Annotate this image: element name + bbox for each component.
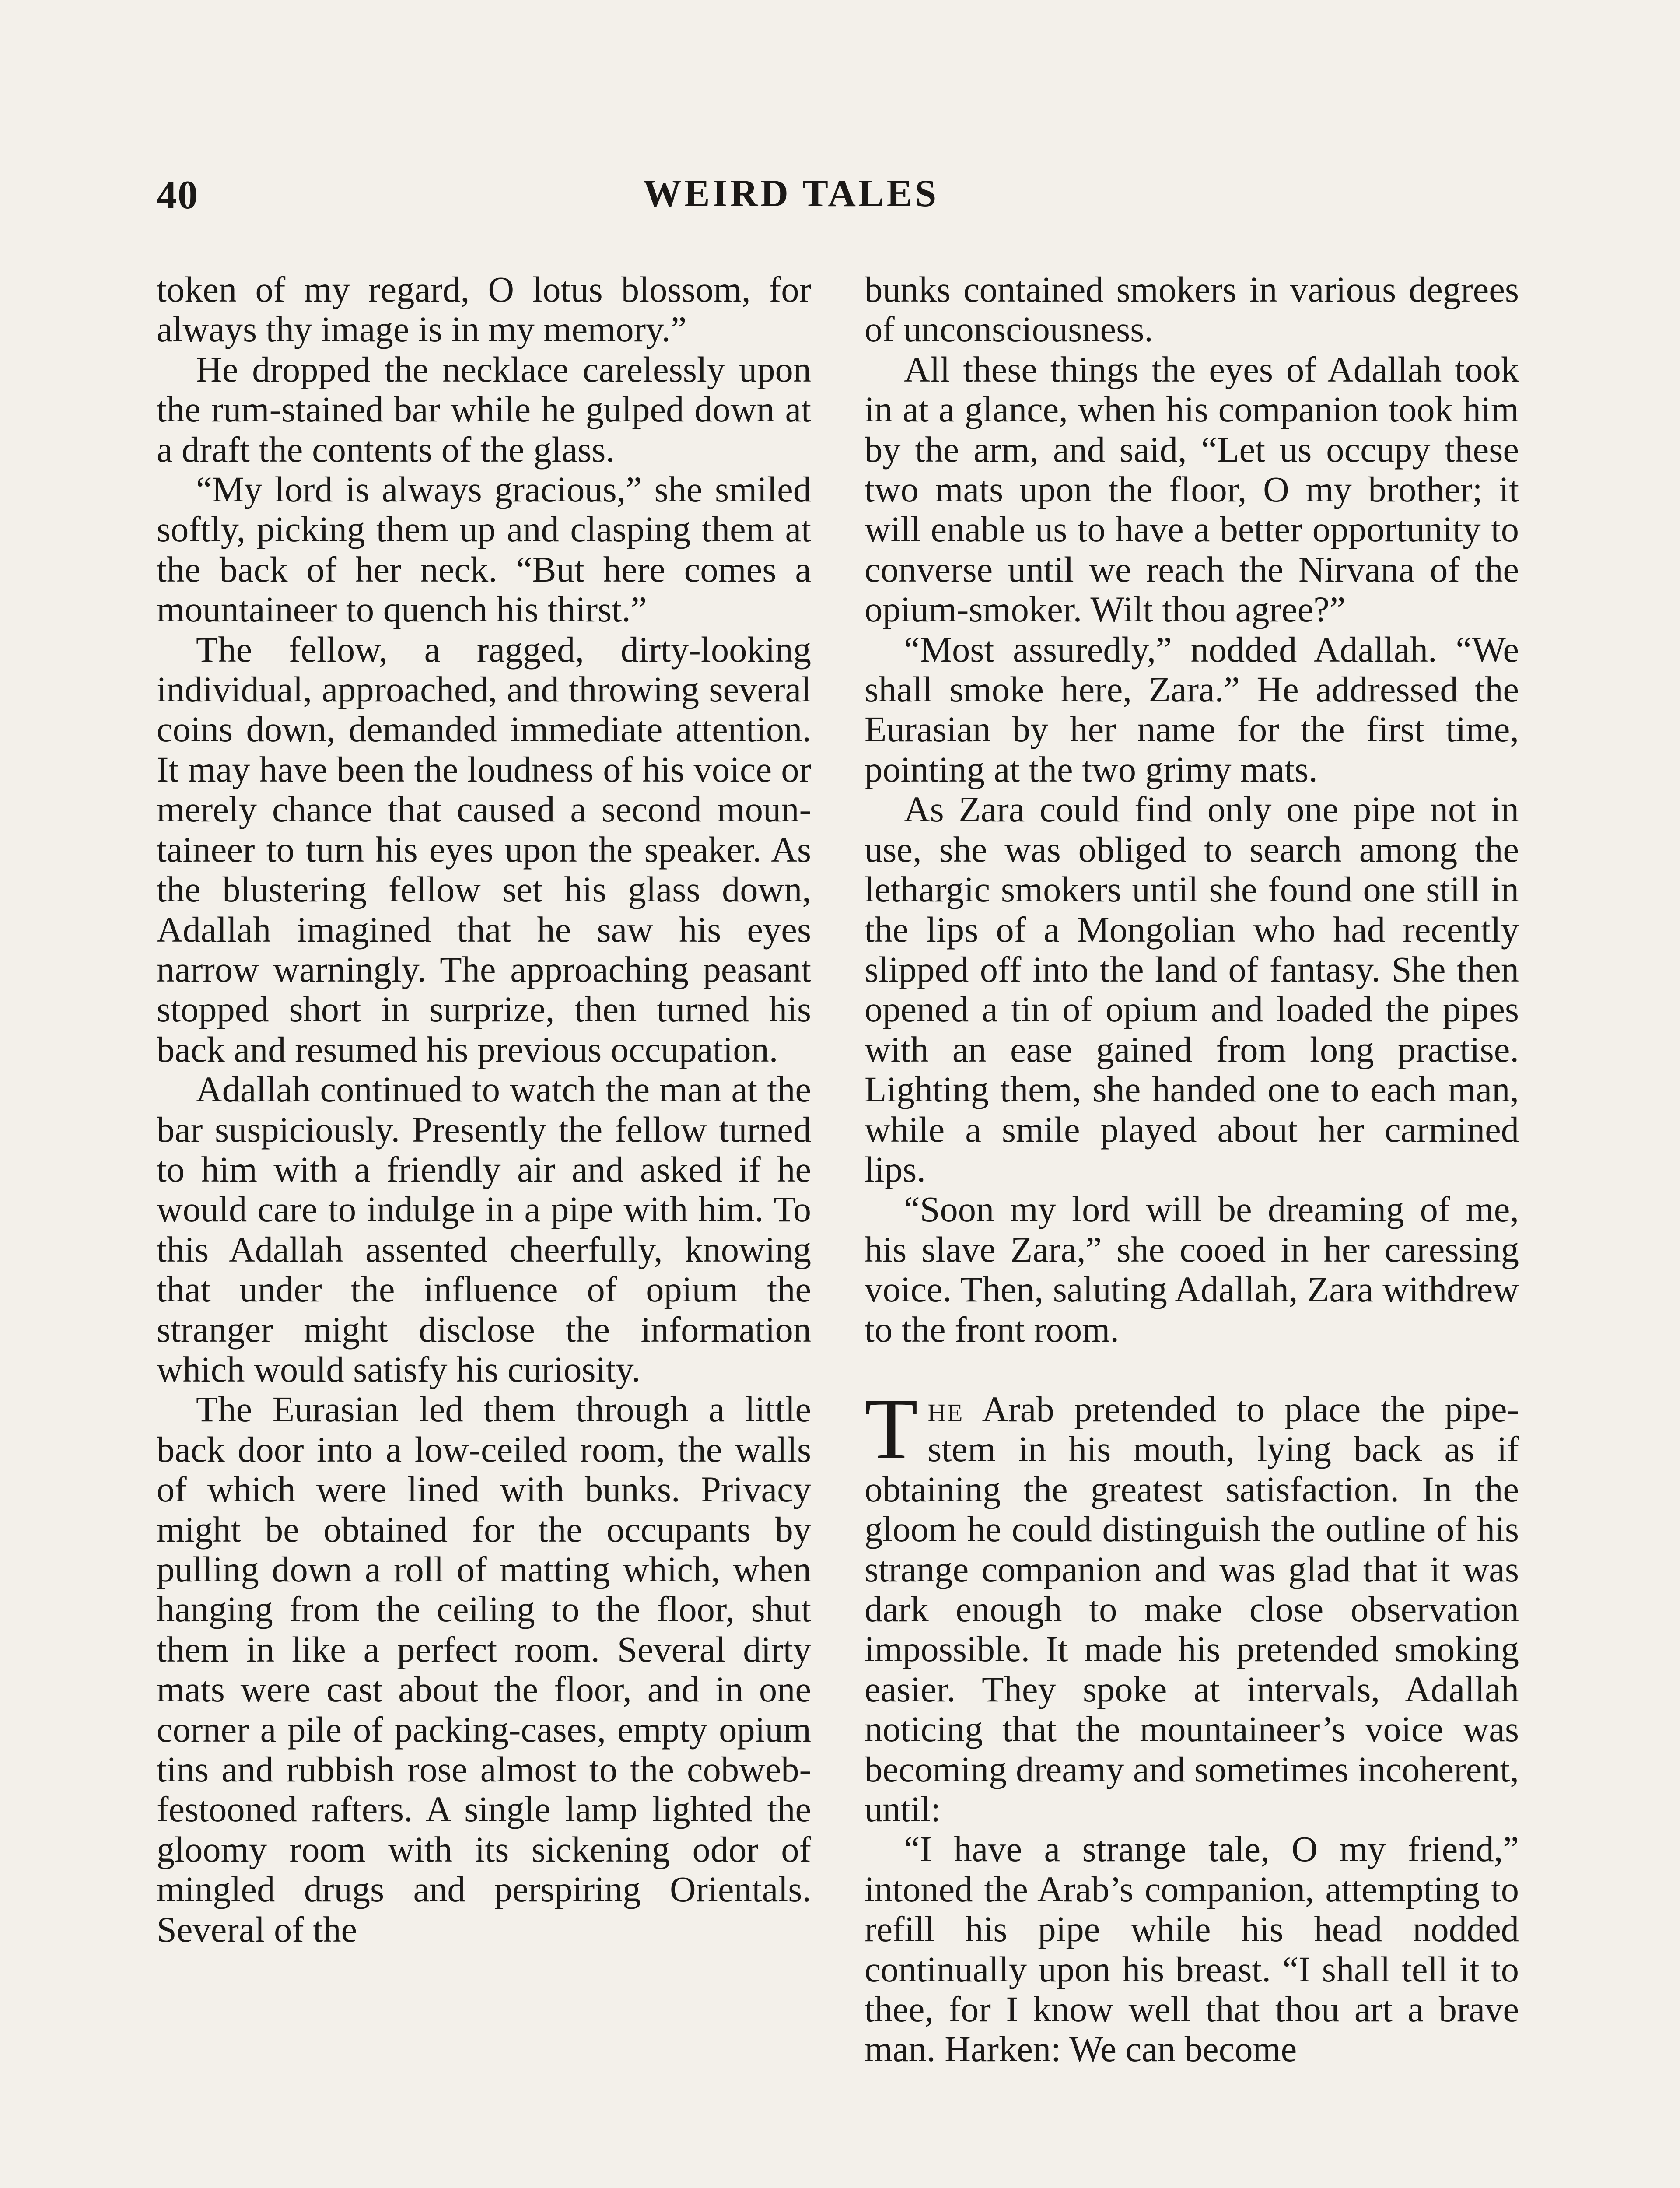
paragraph: Adallah continued to watch the man at the bar suspiciously. Presently the fellow turned to him with a friendly air and asked if he would care to indulge in a pipe with him. To this Adallah assented cheerfully, knowing that under the influence of opium the stranger might disclose the information which would satisfy his curiosity.	[157, 1069, 811, 1389]
section-opening-paragraph	[864, 1380, 1519, 1830]
page-header	[157, 172, 1425, 224]
paragraph: As Zara could find only one pipe not in use, she was obliged to search among the lethargic smokers until she found one still in the lips of a Mongolian who had recently slipped off into the land of fantasy. She then opened a tin of opium and loaded the pipes with an ease gained from long practise. Lighting them, she handed one to each man, while a smile played about her carmined lips.	[864, 789, 1519, 1189]
paragraph: All these things the eyes of Adallah took in at a glance, when his companion took him by the arm, and said, “Let us occupy these two mats upon the floor, O my brother; it will enable us to have a better opportunity to converse until we reach the Nirvana of the opium-smoker. Wilt thou agree?”	[864, 349, 1519, 630]
right-column	[864, 270, 1519, 2188]
drop-cap: T	[864, 1380, 918, 1477]
left-column	[157, 270, 811, 2188]
paragraph: The Eurasian led them through a little back door into a low-ceiled room, the walls of which were lined with bunks. Privacy might be obtained for the occupants by pulling down a roll of matting which, when hanging from the ceiling to the floor, shut them in like a perfect room. Several dirty mats were cast about the floor, and in one corner a pile of packing-cases, empty opium tins and rubbish rose almost to the cobweb-festooned rafters. A single lamp lighted the gloomy room with its sickening odor of mingled drugs and perspiring Orientals. Several of the	[157, 1389, 811, 1950]
paragraph: bunks contained smokers in various degrees of unconsciousness.	[864, 270, 1519, 350]
small-caps-lead: he	[928, 1389, 964, 1429]
paragraph: “Soon my lord will be dreaming of me, his slave Zara,” she cooed in her caressing voice. Then, saluting Adallah, Zara withdrew to the front room.	[864, 1189, 1519, 1350]
section-text: Arab pretended to place the pipe-stem in his mouth, lying back as if obtaining the greatest satisfaction. In the gloom he could distinguish the outline of his strange companion and was glad that it was dark enough to make close observation impossible. It made his pretended smoking easier. They spoke at intervals, Adallah noticing that the mountaineer’s voice was becoming dreamy and sometimes incoherent, until:	[864, 1389, 1519, 1830]
running-title: WEIRD TALES	[643, 172, 939, 215]
paragraph: “I have a strange tale, O my friend,” intoned the Arab’s companion, attempting to refill his pipe while his head nodded continually upon his breast. “I shall tell it to thee, for I know well that thou art a brave man. Harken: We can become	[864, 1829, 1519, 2069]
page-number: 40	[157, 172, 199, 217]
paragraph: “My lord is always gracious,” she smiled softly, picking them up and clasping them at the back of her neck. “But here comes a mountaineer to quench his thirst.”	[157, 469, 811, 630]
paragraph: He dropped the necklace carelessly upon the rum-stained bar while he gulped down at a draft the contents of the glass.	[157, 349, 811, 470]
paragraph: “Most assuredly,” nodded Adallah. “We shall smoke here, Zara.” He addressed the Eurasian by her name for the first time, pointing at the two grimy mats.	[864, 629, 1519, 789]
paragraph: token of my regard, O lotus blossom, for always thy image is in my memory.”	[157, 270, 811, 350]
paragraph: The fellow, a ragged, dirty-looking individual, approached, and throwing several coins down, demanded immediate attention. It may have been the loudness of his voice or merely chance that caused a second mountaineer to turn his eyes upon the speaker. As the blustering fellow set his glass down, Adallah imagined that he saw his eyes narrow warningly. The approaching peasant stopped short in surprize, then turned his back and resumed his previous occupation.	[157, 629, 811, 1069]
